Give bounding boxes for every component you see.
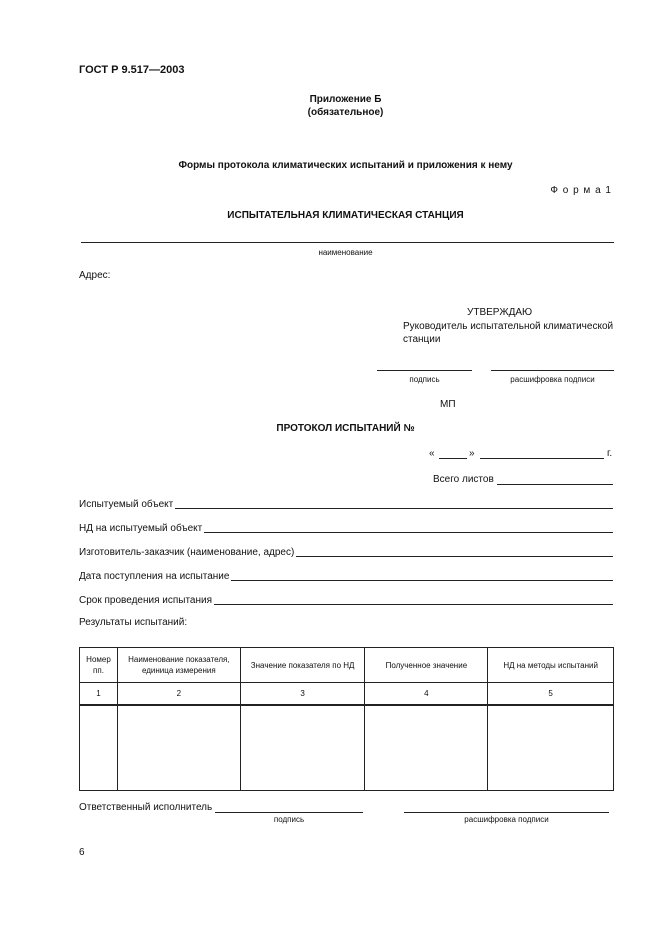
document-standard-code: ГОСТ Р 9.517—2003 xyxy=(79,64,185,76)
table-body-row xyxy=(80,705,614,791)
total-sheets-label: Всего листов xyxy=(433,474,494,485)
field-manufacturer-line xyxy=(296,556,613,557)
date-open-quote: « xyxy=(429,448,435,459)
field-manufacturer xyxy=(79,545,613,559)
date-day-line xyxy=(439,458,467,459)
approval-signature-line xyxy=(377,370,472,371)
field-receipt-date xyxy=(79,569,613,583)
date-close-quote: » xyxy=(469,448,475,459)
field-test-object xyxy=(79,497,613,511)
table-header-obtained-value: Полученное значение xyxy=(365,648,488,683)
table-col-number: 2 xyxy=(117,683,240,706)
form-label: Ф о р м а 1 xyxy=(550,185,612,196)
field-manufacturer-label: Изготовитель-заказчик (наименование, адрес) xyxy=(79,547,295,558)
date-year-suffix: г. xyxy=(607,448,613,459)
results-table xyxy=(79,647,614,791)
field-test-period xyxy=(79,593,613,607)
table-col-number: 3 xyxy=(240,683,365,706)
address-label: Адрес: xyxy=(79,270,111,281)
table-col-number: 1 xyxy=(80,683,118,706)
station-name-line xyxy=(81,242,614,243)
executor-decode-line xyxy=(404,812,609,813)
table-col-number: 4 xyxy=(365,683,488,706)
field-test-object-label: Испытуемый объект xyxy=(79,499,174,510)
field-receipt-date-line xyxy=(231,580,613,581)
protocol-title: ПРОТОКОЛ ИСПЫТАНИЙ № xyxy=(276,423,415,434)
table-header-indicator-name: Наименование показателя, единица измерения xyxy=(117,648,240,683)
field-normative-doc-line xyxy=(204,532,613,533)
executor-signature-caption: подпись xyxy=(273,815,305,824)
stamp-label: МП xyxy=(440,399,456,410)
table-cell xyxy=(365,705,488,791)
field-test-period-line xyxy=(214,604,613,605)
page-number: 6 xyxy=(79,847,85,858)
approval-decode-caption: расшифровка подписи xyxy=(510,375,595,384)
field-normative-doc-label: НД на испытуемый объект xyxy=(79,523,203,534)
table-header-number: Номер пп. xyxy=(80,648,118,683)
field-receipt-date-label: Дата поступления на испытание xyxy=(79,571,230,582)
table-cell xyxy=(240,705,365,791)
field-test-object-line xyxy=(175,508,613,509)
table-header-test-methods: НД на методы испытаний xyxy=(488,648,614,683)
station-title: ИСПЫТАТЕЛЬНАЯ КЛИМАТИЧЕСКАЯ СТАНЦИЯ xyxy=(227,210,464,221)
executor-label: Ответственный исполнитель xyxy=(79,802,213,813)
table-number-row xyxy=(80,683,614,706)
date-month-year-line xyxy=(480,458,604,459)
executor-decode-caption: расшифровка подписи xyxy=(464,815,549,824)
field-test-period-label: Срок проведения испытания xyxy=(79,595,213,606)
table-header-nd-value: Значение показателя по НД xyxy=(240,648,365,683)
appendix-title: Приложение Б xyxy=(309,94,382,105)
station-name-caption: наименование xyxy=(318,248,373,257)
appendix-note: (обязательное) xyxy=(307,107,384,118)
total-sheets-line xyxy=(497,484,613,485)
approval-title: УТВЕРЖДАЮ xyxy=(467,307,533,318)
table-col-number: 5 xyxy=(488,683,614,706)
table-cell xyxy=(117,705,240,791)
field-normative-doc xyxy=(79,521,613,535)
approval-role-line1: Руководитель испытательной климатической xyxy=(403,321,614,332)
executor-signature-line xyxy=(215,812,363,813)
table-cell xyxy=(80,705,118,791)
approval-role-line2: станции xyxy=(403,334,441,345)
approval-signature-caption: подпись xyxy=(409,375,440,384)
table-header-row xyxy=(80,648,614,683)
section-title: Формы протокола климатических испытаний и приложения к нему xyxy=(178,160,513,171)
approval-decode-line xyxy=(491,370,614,371)
table-cell xyxy=(488,705,614,791)
results-label: Результаты испытаний: xyxy=(79,617,188,628)
